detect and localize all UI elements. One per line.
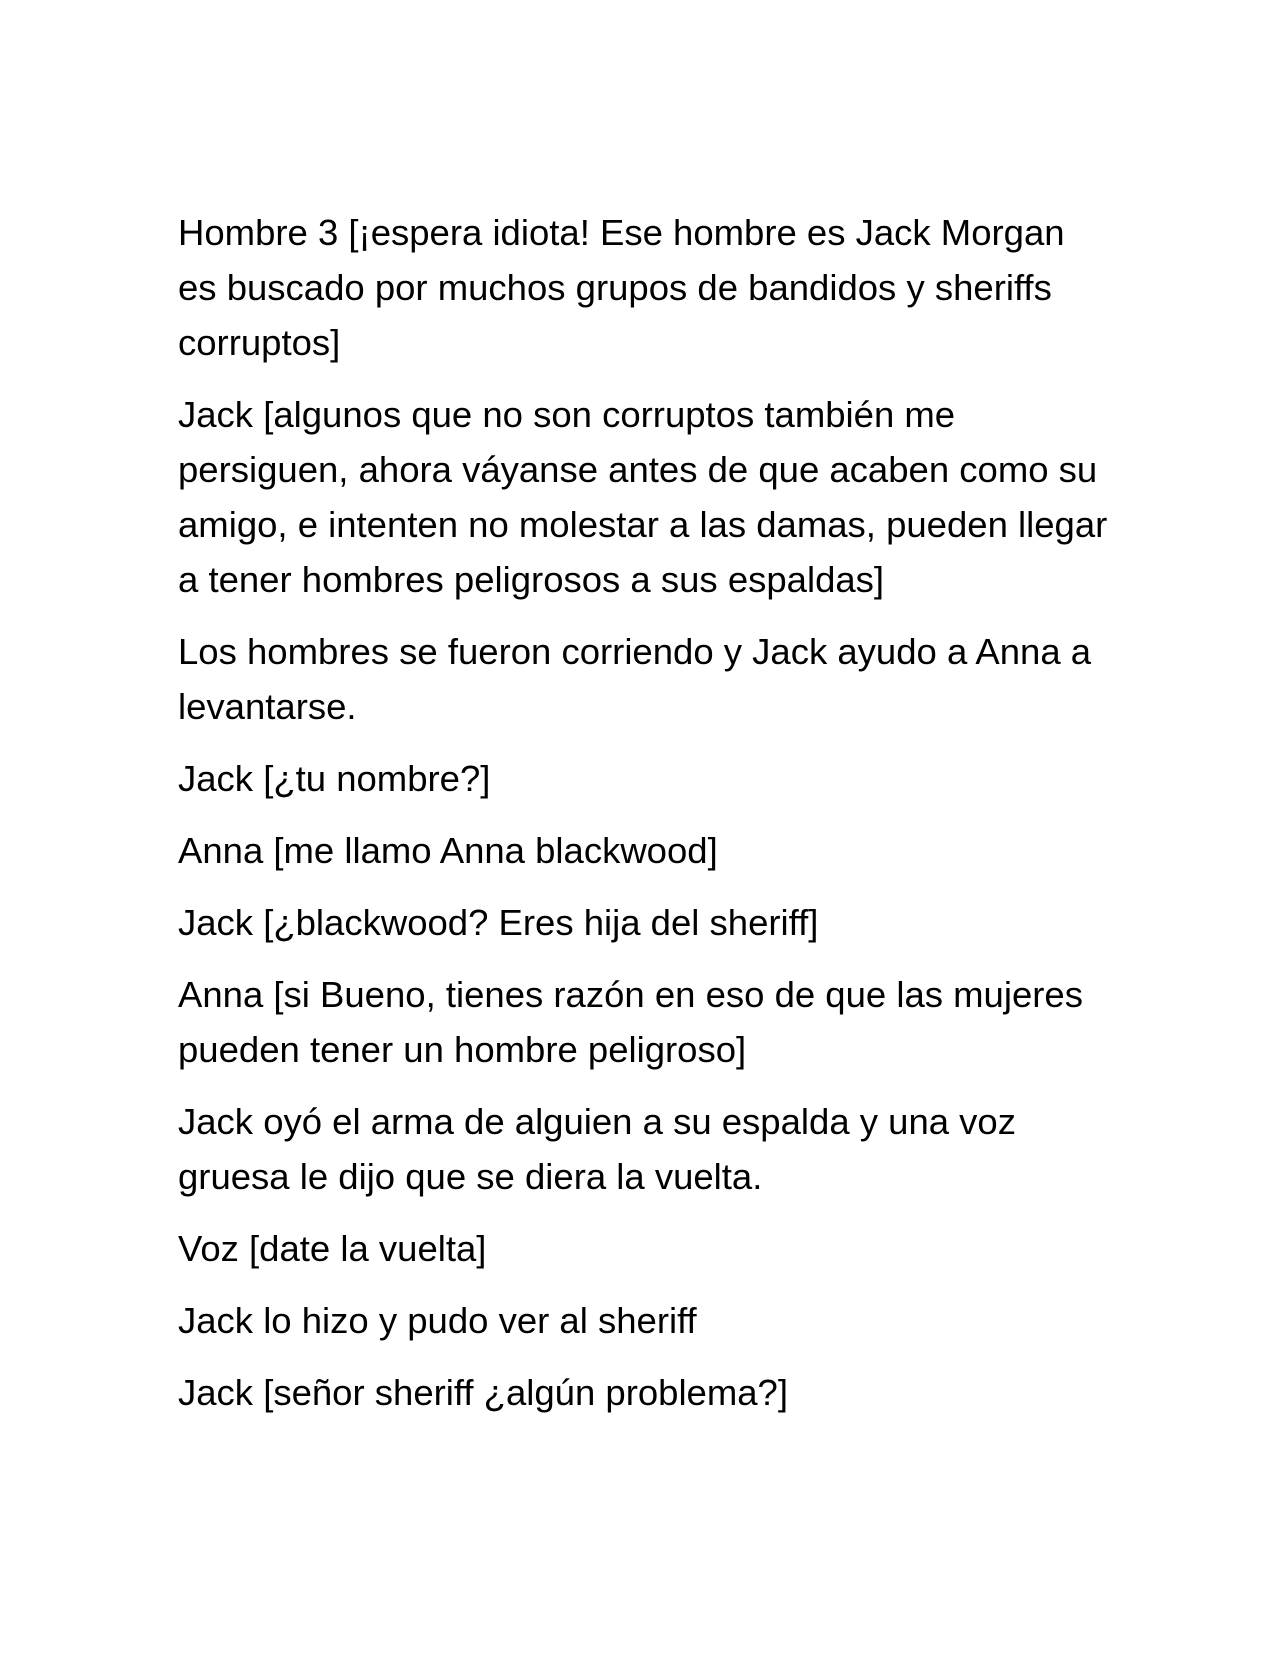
paragraph: Jack [¿tu nombre?] [178, 758, 491, 799]
document-body [178, 205, 1108, 1437]
paragraph: Voz [date la vuelta] [178, 1228, 487, 1269]
paragraph: Jack oyó el arma de alguien a su espalda y una voz gruesa le dijo que se diera la vuelta. [178, 1101, 1016, 1197]
paragraph: Anna [me llamo Anna blackwood] [178, 830, 718, 871]
paragraph: Jack [¿blackwood? Eres hija del sheriff] [178, 902, 819, 943]
paragraph: Anna [si Bueno, tienes razón en eso de que las mujeres pueden tener un hombre peligroso] [178, 974, 1083, 1070]
paragraph: Jack [señor sheriff ¿algún problema?] [178, 1372, 789, 1413]
paragraph: Jack [algunos que no son corruptos también me persiguen, ahora váyanse antes de que acaben como su amigo, e intenten no molestar a las damas, pueden llegar a tener hombres peligrosos a sus espaldas] [178, 394, 1108, 600]
paragraph: Los hombres se fueron corriendo y Jack ayudo a Anna a levantarse. [178, 631, 1092, 727]
paragraph: Hombre 3 [¡espera idiota! Ese hombre es Jack Morgan es buscado por muchos grupos de bandidos y sheriffs corruptos] [178, 212, 1065, 363]
paragraph: Jack lo hizo y pudo ver al sheriff [178, 1300, 697, 1341]
